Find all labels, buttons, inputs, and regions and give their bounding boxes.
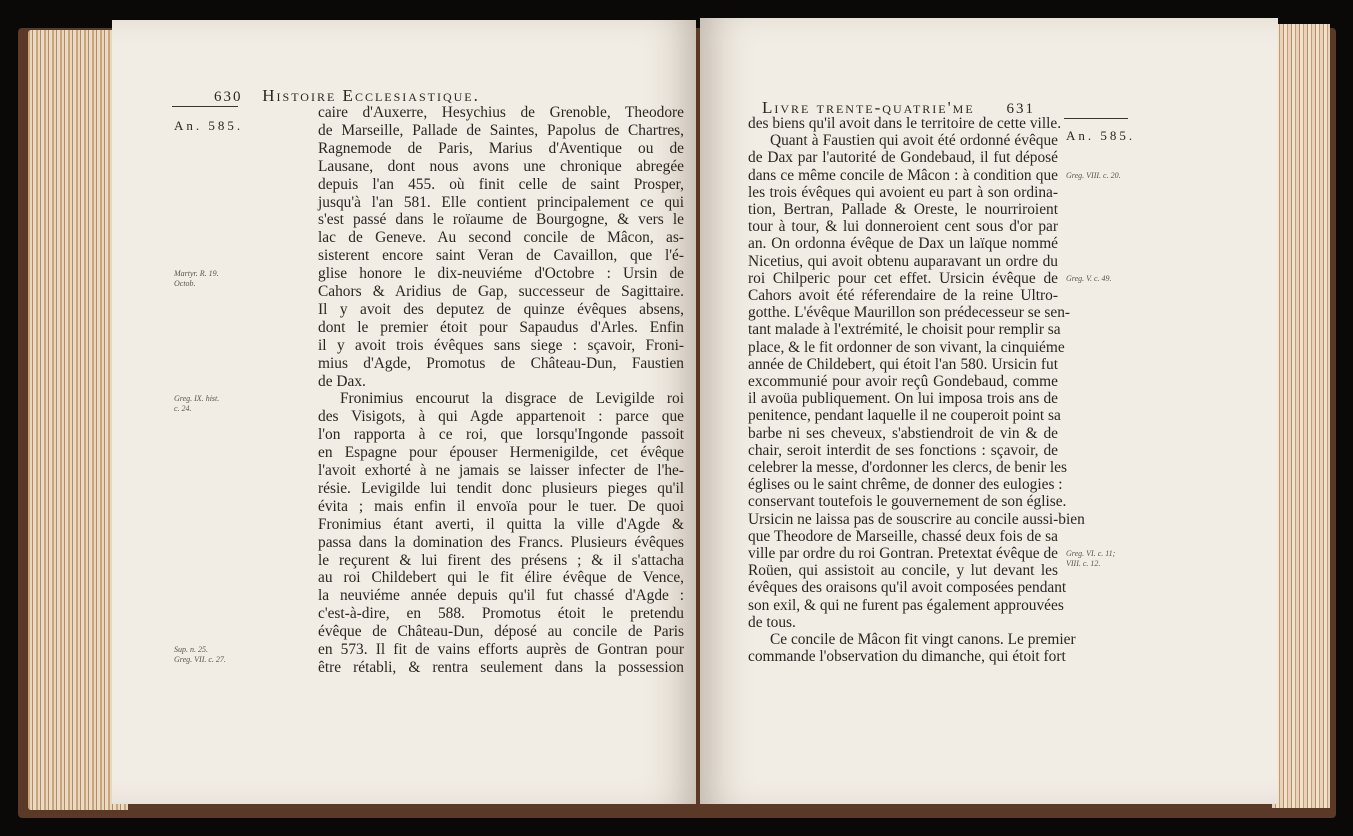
- text-line: excommunié pour avoir reçû Gondebaud, comme: [748, 373, 1058, 390]
- right-page: [700, 18, 1278, 804]
- text-line: ville par ordre du roi Gontran. Pretextat évêque de: [748, 545, 1058, 562]
- margin-rule: [1064, 118, 1128, 119]
- margin-note-line: Sup. n. 25.: [174, 645, 208, 654]
- text-line: Fronimius encourut la disgrace de Levigilde roi: [340, 390, 684, 408]
- margin-note: [174, 645, 226, 665]
- text-line: la neuviéme année depuis qu'il fut chassé d'Agde :: [318, 587, 684, 605]
- text-line: tant malade à l'extrémité, le choisit pour remplir sa: [748, 321, 1061, 339]
- page-number: 630: [214, 89, 243, 105]
- margin-note-line: Greg. VII. c. 27.: [174, 655, 226, 664]
- text-line: commande l'observation du dimanche, qui étoit fort: [748, 648, 1066, 666]
- margin-note-line: Greg. VIII. c. 20.: [1066, 170, 1121, 180]
- text-line: celebrer la messe, d'ordonner les clercs, de benir les: [748, 459, 1067, 476]
- margin-note-line: Greg. VI. c. 11;: [1066, 549, 1116, 558]
- text-line: place, & le fit ordonner de son vivant, la cinquiéme: [748, 338, 1065, 356]
- text-line: barbe ni ses cheveux, s'abstiendroit de vin & de: [748, 424, 1058, 442]
- margin-note: [1066, 274, 1112, 284]
- text-line: évêques des oraisons qu'il avoit composées pendant: [748, 579, 1067, 597]
- text-line: en 573. Il fit de vains efforts auprès de Gontran pour: [318, 641, 684, 658]
- text-line: de tous.: [748, 613, 796, 631]
- text-line: tour à tour, & lui donneroient cent sous d'or par: [748, 218, 1058, 236]
- text-line: sisterent encore saint Veran de Cavaillon, que l'é-: [318, 247, 684, 265]
- text-line: penitence, pendant laquelle il ne couperoit point sa: [748, 407, 1061, 425]
- text-line: des biens qu'il avoit dans le territoire de cette ville.: [748, 115, 1062, 132]
- text-line: passa dans la domination des Francs. Plusieurs évêques: [318, 533, 684, 551]
- margin-note: [174, 394, 219, 414]
- margin-note-line: Octob.: [174, 279, 196, 289]
- text-line: glise honore le dix-neuviéme d'Octobre : Ursin de: [318, 265, 684, 283]
- text-line: Roüen, qui assistoit au concile, y lut devant les: [748, 562, 1058, 580]
- text-line: des Visigots, à qui Agde appartenoit : parce que: [318, 408, 684, 426]
- page-number: 631: [1006, 101, 1035, 117]
- text-line: depuis l'an 455. où finit celle de saint Prosper,: [318, 175, 684, 193]
- text-line: les trois évêques qui avoient eu part à son ordina-: [748, 183, 1058, 201]
- margin-rule: [172, 106, 238, 107]
- margin-note: [1066, 171, 1121, 181]
- text-line: s'est passé dans le roïaume de Bourgogne, & vers le: [318, 211, 684, 229]
- text-line: Cahors & Aridius de Gap, successeur de Sagittaire.: [318, 283, 684, 300]
- text-line: dans ce même concile de Mâcon : à condition que: [748, 166, 1058, 184]
- text-line: Ursicin ne laissa pas de souscrire au concile aussi-bien: [748, 510, 1085, 528]
- text-line: gotthe. L'évêque Maurillon son prédecesseur se sen-: [748, 304, 1071, 322]
- running-head-title: Livre trente-quatrie'me: [762, 98, 975, 117]
- margin-note-line: Martyr. R. 19.: [174, 269, 219, 279]
- text-line: le reçurent & lui firent des présens ; & il s'attacha: [318, 551, 684, 569]
- margin-note-line: Greg. V. c. 49.: [1066, 273, 1112, 283]
- margin-note-line: c. 24.: [174, 404, 192, 414]
- text-line: Ragnemode de Paris, Marius d'Aventique ou de: [318, 139, 684, 157]
- running-header: [214, 86, 480, 106]
- text-line: Fronimius étant averti, il quitta la ville d'Agde &: [318, 515, 684, 533]
- text-line: il y avoit trois évêques sans siege : sçavoir, Froni-: [318, 336, 684, 354]
- left-page: [112, 20, 696, 804]
- text-line: il avoüa publiquement. On lui imposa trois ans de: [748, 390, 1058, 408]
- text-line: de Dax par l'autorité de Gondebaud, il fut déposé: [748, 149, 1058, 167]
- text-line: de Marseille, Pallade de Saintes, Papolus de Chartres,: [318, 121, 684, 139]
- text-line: en Espagne pour épouser Hermenigilde, cet évêque: [318, 444, 684, 462]
- text-line: l'on rapporta à ce roi, que lorsqu'Ingonde passoit: [318, 426, 684, 444]
- text-line: roi Chilperic pour cet effet. Ursicin évêque de: [748, 269, 1058, 287]
- text-line: Quant à Faustien qui avoit été ordonné évêque: [770, 132, 1058, 150]
- year-note: An. 585.: [1066, 128, 1136, 143]
- text-line: évêque de Château-Dun, déposé au concile de Paris: [318, 623, 684, 641]
- year-note: An. 585.: [174, 118, 244, 133]
- text-line: Nicetius, qui avoit obtenu auparavant un ordre du: [748, 252, 1058, 270]
- text-line: conservant toutefois le gouvernement de son église.: [748, 493, 1067, 511]
- text-line: dont le premier étoit pour Sapaudus d'Arles. Enfin: [318, 318, 684, 336]
- text-line: tion, Bertran, Pallade & Oreste, le nourriroient: [748, 201, 1058, 218]
- text-line: être rétabli, & rentra seulement dans la possession: [318, 658, 684, 676]
- text-line: évita ; mais enfin il envoïa pour le tuer. De quoi: [318, 497, 684, 515]
- text-line: année de Childebert, qui étoit l'an 580. Ursicin fut: [748, 355, 1058, 373]
- text-line: l'avoit exhorté à ne jamais se laisser infecter de l'he-: [318, 462, 684, 479]
- margin-note: [1066, 549, 1115, 569]
- text-line: caire d'Auxerre, Hesychius de Grenoble, Theodore: [318, 104, 684, 121]
- text-line: de Dax.: [318, 372, 366, 390]
- running-head-title: Histoire Ecclesiastique.: [262, 86, 480, 105]
- text-line: son exil, & qui ne furent pas également approuvées: [748, 596, 1064, 614]
- text-line: églises ou le saint chrême, de donner des eulogies :: [748, 476, 1063, 494]
- margin-note-line: Greg. IX. hist.: [174, 394, 220, 404]
- text-line: chair, seroit interdit de ses fonctions : sçavoir, de: [748, 441, 1058, 459]
- text-line: jusqu'à l'an 581. Elle contient principalement ce qui: [318, 193, 684, 211]
- text-line: mius d'Agde, Promotus de Château-Dun, Faustien: [318, 354, 684, 372]
- page-edges-right: [1272, 24, 1330, 808]
- text-line: c'est-à-dire, en 588. Promotus étoit le pretendu: [318, 605, 684, 623]
- margin-note-line: VIII. c. 12.: [1066, 559, 1101, 568]
- text-line: Ce concile de Mâcon fit vingt canons. Le premier: [770, 631, 1076, 648]
- text-line: au roi Childebert qui le fit élire évêque de Vence,: [318, 569, 684, 587]
- text-line: Lausane, dont nous avons une chronique abregée: [318, 157, 684, 175]
- text-line: Il y avoit des deputez de quinze évêques absens,: [318, 300, 684, 318]
- margin-note: [174, 269, 219, 289]
- text-line: an. On ordonna évêque de Dax un laïque nommé: [748, 235, 1058, 253]
- text-line: résie. Levigilde lui tendit donc plusieurs pieges qu'il: [318, 479, 684, 497]
- text-line: que Theodore de Marseille, chassé deux fois de sa: [748, 527, 1058, 545]
- text-line: lac de Geneve. Au second concile de Mâcon, as-: [318, 229, 684, 247]
- text-line: Cahors avoit été réferendaire de la reine Ultro-: [748, 287, 1058, 304]
